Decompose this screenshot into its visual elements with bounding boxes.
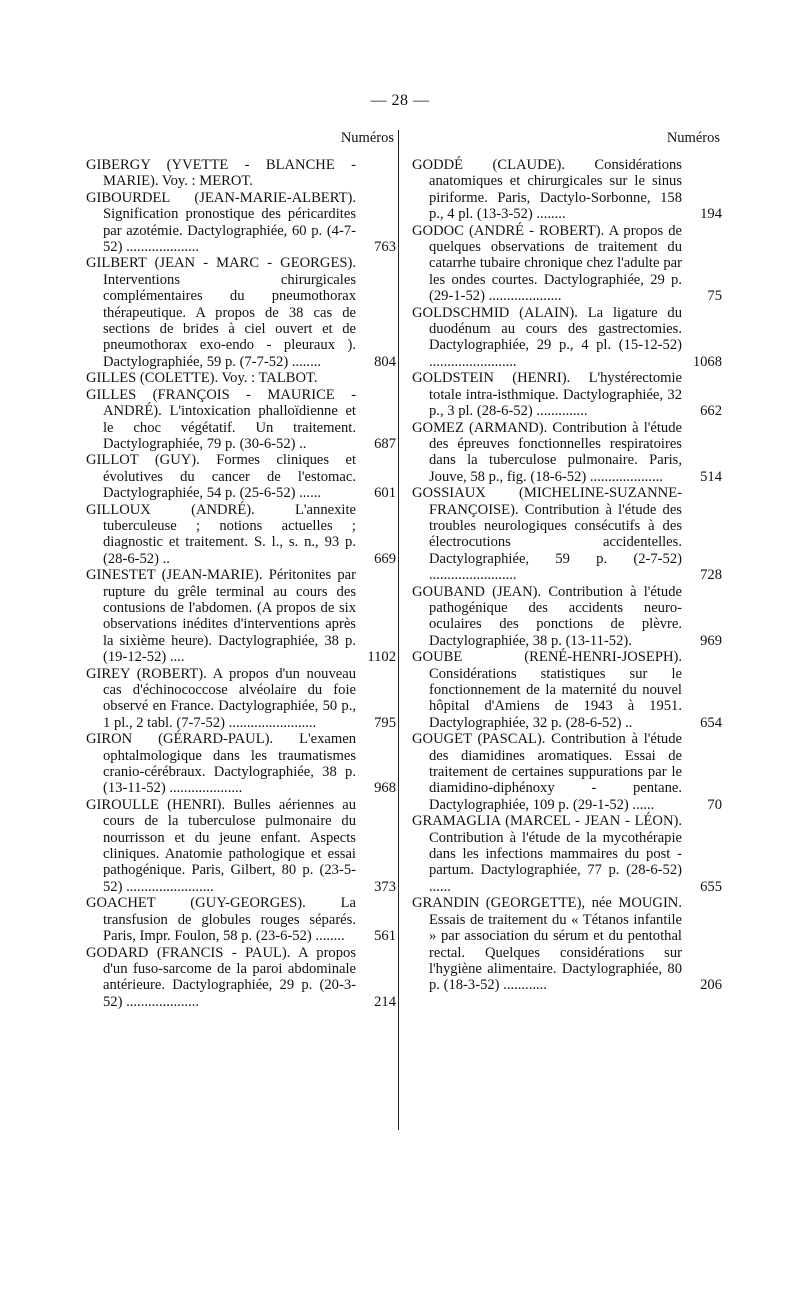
index-entry: [412, 584, 722, 650]
entry-text: GIREY (ROBERT). A propos d'un nouveau cas d'échinococcose alvéolaire du foie observé en France. Dactylographiée, 50 p., 1 pl., 2 tabl. (7-7-52) ........................: [86, 665, 356, 731]
right-entry-list: [412, 157, 722, 994]
index-entry: [86, 797, 396, 895]
column-divider: [398, 130, 399, 1130]
entry-number: 804: [374, 353, 396, 370]
entry-text: GIROULLE (HENRI). Bulles aériennes au cours de la tuberculose pulmonaire du nourrisson et du jeune enfant. Aspects cliniques. Anatomie pathologique et essai pathogénique. Paris, Gilbert, 80 p. (23-5-52) ........................: [86, 796, 356, 895]
entry-text: GODOC (ANDRÉ - ROBERT). A propos de quelques observations de traitement du catarrhe tubaire chronique chez l'adulte par les ondes courtes. Dactylographiée, 29 p. (29-1-52) ....................: [412, 222, 682, 305]
entry-number: 795: [374, 714, 396, 731]
entry-text: GILLOT (GUY). Formes cliniques et évolutives du cancer de l'estomac. Dactylographiée, 54 p. (25-6-52) ......: [86, 452, 356, 502]
index-entry: [412, 420, 722, 486]
entry-text: GILLES (FRANÇOIS - MAURICE - ANDRÉ). L'intoxication phalloïdienne et le choc végétatif. Un traitement. Dactylographiée, 79 p. (30-6-52) ..: [86, 386, 356, 452]
entry-number: 1102: [367, 649, 396, 666]
entry-text: GIRON (GÉRARD-PAUL). L'examen ophtalmologique dans les traumatismes cranio-cérébraux. Dactylographiée, 38 p. (13-11-52) ....................: [86, 731, 356, 797]
index-entry: [86, 452, 396, 501]
index-entry: [86, 255, 396, 370]
entry-number: 669: [374, 550, 396, 567]
entry-number: 561: [374, 928, 396, 945]
index-entry: [412, 485, 722, 583]
entry-text: GOACHET (GUY-GEORGES). La transfusion de globules rouges séparés. Paris, Impr. Foulon, 58 p. (23-6-52) ........: [86, 895, 356, 945]
entry-number: 514: [700, 468, 722, 485]
page-number: — 28 —: [370, 92, 430, 109]
entry-text: GOLDSCHMID (ALAIN). La ligature du duodénum au cours des gastrectomies. Dactylographiée, 29 p., 4 pl. (15-12-52) ........................: [412, 304, 682, 370]
entry-text: GOUGET (PASCAL). Contribution à l'étude des diamidines aromatiques. Essai de traitement de certaines suppurations par le diamidino-diphénoxy - pentane. Dactylographiée, 109 p. (29-1-52) ......: [412, 731, 682, 813]
index-entry: [412, 305, 722, 371]
entry-number: 373: [374, 878, 396, 895]
index-entry: [412, 649, 722, 731]
entry-text: GOSSIAUX (MICHELINE-SUZANNE-FRANÇOISE). Contribution à l'étude des troubles neurologiques consécutifs à des électrocutions accidentelles. Dactylographiée, 59 p. (2-7-52) ........................: [412, 485, 682, 584]
right-column-header: Numéros: [666, 130, 720, 146]
entry-text: GOUBAND (JEAN). Contribution à l'étude pathogénique des accidents neuro-oculaires des ponctions de plèvre. Dactylographiée, 38 p. (13-11-52).: [412, 583, 682, 649]
entry-text: GILLOUX (ANDRÉ). L'annexite tuberculeuse ; notions actuelles ; diagnostic et traitement. S. l., s. n., 93 p. (28-6-52) ..: [86, 501, 356, 567]
index-entry: [86, 157, 396, 190]
entry-number: 763: [374, 239, 396, 256]
index-entry: [86, 895, 396, 944]
entry-text: GODARD (FRANCIS - PAUL). A propos d'un fuso-sarcome de la paroi abdominale antérieure. Dactylographiée, 29 p. (20-3-52) ....................: [86, 944, 356, 1010]
entry-number: 214: [374, 993, 396, 1010]
index-entry: [412, 895, 722, 993]
right-column: [412, 130, 722, 994]
entry-number: 655: [700, 878, 722, 895]
index-entry: [412, 370, 722, 419]
index-entry: [86, 502, 396, 568]
entry-text: GINESTET (JEAN-MARIE). Péritonites par rupture du grêle terminal au cours des contusions de l'abdomen. (A propos de six observations inédites d'interventions après la sixième heure). Dactylographiée, 38 p. (19-12-52) ....: [86, 567, 356, 666]
entry-text: GOMEZ (ARMAND). Contribution à l'étude des épreuves fonctionnelles respiratoires dans la tuberculose pulmonaire. Paris, Jouve, 58 p., fig. (18-6-52) ....................: [412, 419, 682, 485]
index-entry: [86, 370, 396, 386]
index-entry: [86, 387, 396, 453]
entry-text: GODDÉ (CLAUDE). Considérations anatomiques et chirurgicales sur le sinus piriforme. Paris, Dactylo-Sorbonne, 158 p., 4 pl. (13-3-52) ........: [412, 157, 682, 223]
index-entry: [412, 731, 722, 813]
index-entry: [86, 731, 396, 797]
entry-text: GILBERT (JEAN - MARC - GEORGES). Interventions chirurgicales complémentaires du pneumothorax thérapeutique. A propos de 38 cas de sections de brides à ciel ouvert et de pneumothorax exo-endo - pleuraux ). Dactylographiée, 59 p. (7-7-52) ........: [86, 255, 356, 370]
entry-number: 728: [700, 567, 722, 584]
entry-number: 687: [374, 435, 396, 452]
left-entry-list: [86, 157, 396, 1010]
entry-text: GIBERGY (YVETTE - BLANCHE - MARIE). Voy. : MEROT.: [86, 157, 356, 190]
entry-number: 969: [700, 632, 722, 649]
index-entry: [412, 813, 722, 895]
entry-number: 968: [374, 780, 396, 797]
left-column-header: Numéros: [340, 130, 394, 146]
entry-number: 70: [707, 796, 722, 813]
index-entry: [86, 567, 396, 665]
entry-text: GOUBE (RENÉ-HENRI-JOSEPH). Considérations statistiques sur le fonctionnement de la maternité du nouvel hôpital d'Amiens de 1943 à 1951. Dactylographiée, 32 p. (28-6-52) ..: [412, 649, 682, 731]
entry-text: GRAMAGLIA (MARCEL - JEAN - LÉON). Contribution à l'étude de la mycothérapie dans les infections mammaires du post - partum. Dactylographiée, 77 p. (28-6-52) ......: [412, 813, 682, 895]
entry-number: 601: [374, 485, 396, 502]
entry-text: GOLDSTEIN (HENRI). L'hystérectomie totale intra-isthmique. Dactylographiée, 32 p., 3 pl. (28-6-52) ..............: [412, 370, 682, 420]
entry-text: GILLES (COLETTE). Voy. : TALBOT.: [86, 370, 318, 387]
entry-text: GRANDIN (GEORGETTE), née MOUGIN. Essais de traitement du « Tétanos infantile » par association du sérum et du pentothal rectal. Quelques considérations sur l'hygiène alimentaire. Dactylographiée, 80 p. (18-3-52) ............: [412, 895, 682, 994]
index-entry: [86, 945, 396, 1011]
entry-number: 654: [700, 714, 722, 731]
entry-number: 206: [700, 977, 722, 994]
index-entry: [412, 157, 722, 223]
entry-text: GIBOURDEL (JEAN-MARIE-ALBERT). Signification pronostique des péricardites par azotémie. Dactylographiée, 60 p. (4-7-52) ....................: [86, 189, 356, 256]
entry-number: 662: [700, 403, 722, 420]
index-entry: [412, 223, 722, 305]
index-entry: [86, 190, 396, 256]
left-column: [86, 130, 396, 1010]
entry-number: 75: [707, 288, 722, 305]
entry-number: 1068: [692, 353, 722, 370]
index-entry: [86, 666, 396, 732]
entry-number: 194: [700, 206, 722, 223]
